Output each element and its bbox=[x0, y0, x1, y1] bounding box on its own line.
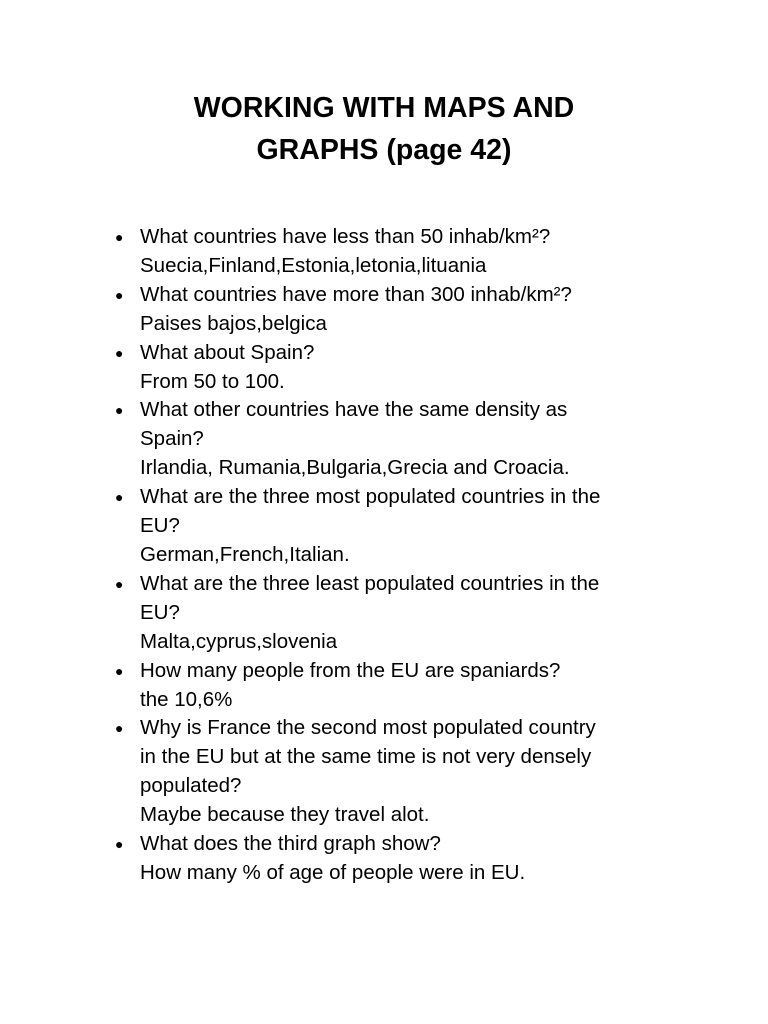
question-text: What does the third graph show? bbox=[140, 832, 441, 856]
list-item bbox=[115, 396, 675, 483]
question-text: What are the three least populated countries in the bbox=[140, 571, 600, 595]
bullet-icon: ● bbox=[115, 229, 124, 245]
title-line-2: GRAPHS (page 42) bbox=[256, 134, 512, 166]
question-text: What other countries have the same density as bbox=[140, 398, 568, 422]
bullet-icon: ● bbox=[115, 402, 124, 419]
list-item bbox=[115, 570, 675, 657]
answer-text: the 10,6% bbox=[140, 687, 233, 711]
answer-text: Malta,cyprus,slovenia bbox=[140, 629, 338, 653]
bullet-icon: ● bbox=[115, 344, 124, 361]
list-item bbox=[115, 281, 675, 339]
bullet-icon: ● bbox=[115, 720, 124, 737]
question-text: in the EU but at the same time is not very densely bbox=[140, 745, 592, 769]
title-line-1: WORKING WITH MAPS AND bbox=[193, 92, 575, 124]
question-text: Why is France the second most populated country bbox=[140, 716, 596, 740]
list-item bbox=[115, 339, 675, 397]
question-text: What countries have less than 50 inhab/km²? bbox=[140, 225, 551, 248]
answer-text: How many % of age of people were in EU. bbox=[140, 860, 526, 884]
question-text: EU? bbox=[140, 514, 180, 538]
question-text: How many people from the EU are spaniards? bbox=[140, 658, 561, 682]
question-answer-list bbox=[115, 223, 675, 888]
bullet-icon: ● bbox=[115, 836, 124, 853]
question-text: What are the three most populated countries in the bbox=[140, 485, 601, 509]
list-item bbox=[115, 657, 675, 715]
bullet-icon: ● bbox=[115, 286, 124, 303]
list-item bbox=[115, 714, 675, 830]
page-title bbox=[0, 87, 768, 171]
question-text: populated? bbox=[140, 774, 242, 798]
bullet-icon: ● bbox=[115, 489, 124, 506]
answer-text: Irlandia, Rumania,Bulgaria,Grecia and Croacia. bbox=[140, 456, 570, 480]
list-item bbox=[115, 483, 675, 570]
answer-text: German,French,Italian. bbox=[140, 542, 350, 566]
bullet-icon: ● bbox=[115, 575, 124, 592]
question-text: What about Spain? bbox=[140, 340, 315, 364]
list-item bbox=[115, 830, 675, 888]
question-text: Spain? bbox=[140, 427, 204, 451]
answer-text: From 50 to 100. bbox=[140, 369, 285, 393]
question-text: EU? bbox=[140, 600, 180, 624]
list-item bbox=[115, 223, 675, 281]
answer-text: Maybe because they travel alot. bbox=[140, 803, 430, 827]
bullet-icon: ● bbox=[115, 662, 124, 679]
answer-text: Suecia,Finland,Estonia,letonia,lituania bbox=[140, 253, 487, 277]
question-text: What countries have more than 300 inhab/km²? bbox=[140, 282, 572, 306]
answer-text: Paises bajos,belgica bbox=[140, 311, 327, 335]
